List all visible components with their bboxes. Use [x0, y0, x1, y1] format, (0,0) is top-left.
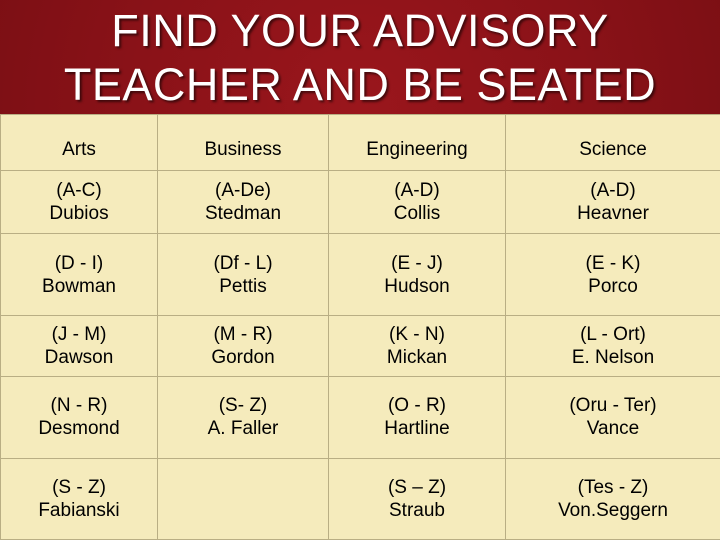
cell-teacher: Straub — [389, 499, 445, 521]
cell-range: (S - Z) — [52, 476, 106, 498]
table-header-row — [1, 115, 720, 171]
cell-range: (Df - L) — [213, 252, 273, 274]
cell-teacher: Dubios — [49, 203, 109, 225]
cell-teacher: E. Nelson — [571, 346, 655, 368]
cell-teacher: Desmond — [38, 418, 120, 440]
cell-range: (S- Z) — [218, 395, 268, 417]
table-cell — [1, 171, 158, 234]
cell-range: (E - K) — [585, 252, 641, 274]
cell-teacher: Dawson — [44, 346, 114, 368]
header-science: Science — [506, 115, 720, 171]
table-cell — [1, 458, 158, 539]
cell-teacher: Gordon — [211, 346, 275, 368]
cell-teacher: Heavner — [577, 203, 649, 225]
cell-teacher: Mickan — [386, 346, 448, 368]
table-cell — [329, 458, 506, 539]
cell-range: (N - R) — [50, 395, 108, 417]
table-row — [1, 315, 720, 376]
table-cell — [506, 171, 720, 234]
table-cell — [158, 377, 329, 458]
cell-range: (A-D) — [394, 180, 440, 202]
cell-range: (A-C) — [56, 180, 102, 202]
cell-teacher: A. Faller — [207, 418, 279, 440]
table-row — [1, 377, 720, 458]
cell-teacher: Pettis — [219, 275, 267, 297]
table-cell — [329, 377, 506, 458]
header-arts: Arts — [1, 115, 158, 171]
table-cell — [1, 315, 158, 376]
table-row — [1, 234, 720, 315]
cell-range: (Oru - Ter) — [569, 395, 657, 417]
cell-range: (Tes - Z) — [577, 476, 649, 498]
advisory-table-container — [0, 114, 720, 540]
table-cell — [158, 315, 329, 376]
table-cell — [158, 171, 329, 234]
cell-range: (A-De) — [215, 180, 271, 202]
table-cell — [506, 234, 720, 315]
table-cell — [506, 377, 720, 458]
table-cell — [1, 377, 158, 458]
cell-range: (A-D) — [590, 180, 636, 202]
cell-teacher: Von.Seggern — [558, 499, 668, 521]
cell-teacher: Bowman — [42, 275, 116, 297]
cell-range: (O - R) — [387, 395, 447, 417]
table-cell — [329, 171, 506, 234]
table-cell — [158, 234, 329, 315]
table-row — [1, 458, 720, 539]
cell-teacher: Hudson — [384, 275, 450, 297]
title-line-1: FIND YOUR ADVISORY — [111, 5, 609, 56]
cell-teacher: Porco — [588, 275, 638, 297]
table-cell — [506, 458, 720, 539]
cell-range: (S – Z) — [387, 476, 447, 498]
table-cell — [329, 234, 506, 315]
cell-range: (K - N) — [389, 323, 445, 345]
cell-teacher: Hartline — [384, 418, 450, 440]
cell-teacher: Stedman — [204, 203, 282, 225]
table-cell-empty — [158, 458, 329, 539]
table-cell — [1, 234, 158, 315]
cell-teacher: Vance — [586, 418, 640, 440]
header-engineering: Engineering — [329, 115, 506, 171]
header-business: Business — [158, 115, 329, 171]
cell-range: (L - Ort) — [580, 323, 646, 345]
cell-range: (D - I) — [54, 252, 104, 274]
cell-teacher: Collis — [393, 203, 441, 225]
cell-range: (E - J) — [391, 252, 443, 274]
cell-range: (J - M) — [51, 323, 107, 345]
title-line-2: TEACHER AND BE SEATED — [63, 59, 657, 110]
page-title — [0, 4, 720, 112]
table-row — [1, 171, 720, 234]
cell-teacher: Fabianski — [38, 499, 120, 521]
table-cell — [329, 315, 506, 376]
advisory-table — [0, 114, 720, 540]
cell-range: (M - R) — [213, 323, 273, 345]
table-cell — [506, 315, 720, 376]
